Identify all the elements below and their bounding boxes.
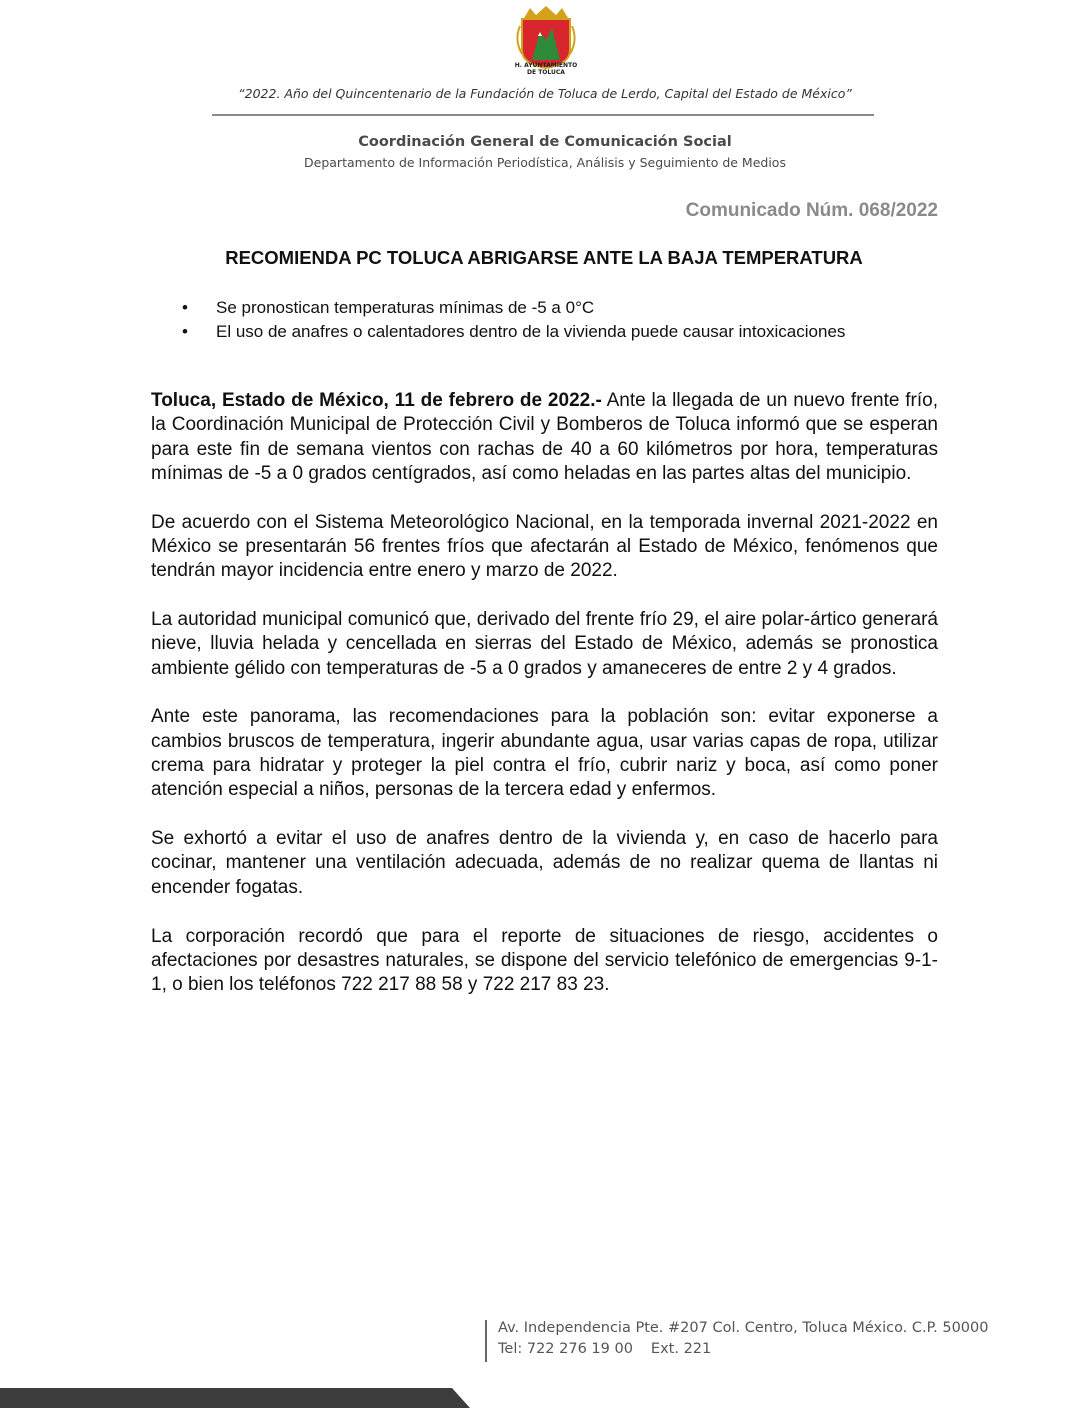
bullet-item: • Se pronostican temperaturas mínimas de -5 a 0°C	[182, 296, 902, 320]
coordination-subtitle: Departamento de Información Periodística, Análisis y Seguimiento de Medios	[304, 155, 786, 170]
logo-caption-line2: DE TOLUCA	[527, 69, 565, 76]
body-paragraph: Ante este panorama, las recomendaciones para la población son: evitar exponerse a cambios bruscos de temperatura, ingerir abundante agua, usar varias capas de ropa, utilizar crema para hidratar y proteger la piel contra el frío, cubrir nariz y boca, así como poner atención especial a niños, personas de la tercera edad y enfermos.	[151, 706, 938, 801]
year-motto: “2022. Año del Quincentenario de la Fundación de Toluca de Lerdo, Capital del Estado de México”	[238, 86, 852, 101]
body-paragraph: La corporación recordó que para el reporte de situaciones de riesgo, accidentes o afectaciones por desastres naturales, se dispone del servicio telefónico de emergencias 9-1-1, o bien los teléfonos 722 217 88 58 y 722 217 83 23.	[151, 925, 938, 996]
summary-bullets	[182, 296, 902, 344]
bullet-item: • El uso de anafres o calentadores dentro de la vivienda puede causar intoxicaciones	[182, 320, 902, 344]
body-paragraph: Se exhortó a evitar el uso de anafres dentro de la vivienda y, en caso de hacerlo para cocinar, mantener una ventilación adecuada, además de no realizar quema de llantas ni encender fogatas.	[151, 828, 938, 898]
paragraph-text: Ante la llegada de un nuevo frente frío, la Coordinación Municipal de Protección Civil y Bomberos de Toluca informó que se esperan para este fin de semana vientos con rachas de 40 a 60 kilómetros por hora, temperaturas mínimas de -5 a 0 grados centígrados, así como heladas en las partes altas del municipio.	[151, 390, 938, 484]
footer-extension: Ext. 221	[650, 1341, 712, 1357]
coordination-title: Coordinación General de Comunicación Social	[358, 134, 732, 150]
headline: RECOMIENDA PC TOLUCA ABRIGARSE ANTE LA BAJA TEMPERATURA	[225, 247, 863, 268]
footer-address: Av. Independencia Pte. #207 Col. Centro, Toluca México. C.P. 50000	[498, 1320, 989, 1336]
article-body	[151, 389, 938, 1022]
body-paragraph: La autoridad municipal comunicó que, derivado del frente frío 29, el aire polar-ártico generará nieve, lluvia helada y cencellada en sierras del Estado de México, además se pronostica ambiente gélido con temperaturas de -5 a 0 grados y amaneceres de entre 2 y 4 grados.	[151, 609, 938, 679]
body-paragraph	[151, 389, 938, 486]
body-paragraph: De acuerdo con el Sistema Meteorológico Nacional, en la temporada invernal 2021-2022 en México se presentarán 56 frentes fríos que afectarán al Estado de México, fenómenos que tendrán mayor incidencia entre enero y marzo de 2022.	[151, 511, 938, 582]
footer-phone: Tel: 722 276 19 00	[498, 1341, 633, 1357]
footer-contact	[498, 1341, 711, 1357]
logo-caption-line1: H. AYUNTAMIENTO	[514, 62, 578, 69]
dateline: Toluca, Estado de México, 11 de febrero de 2022.-	[151, 390, 602, 411]
communique-number: Comunicado Núm. 068/2022	[685, 200, 938, 221]
header-divider	[212, 114, 874, 116]
footer-band	[0, 1388, 470, 1408]
logo-caption	[496, 62, 596, 76]
footer-divider	[485, 1320, 487, 1362]
